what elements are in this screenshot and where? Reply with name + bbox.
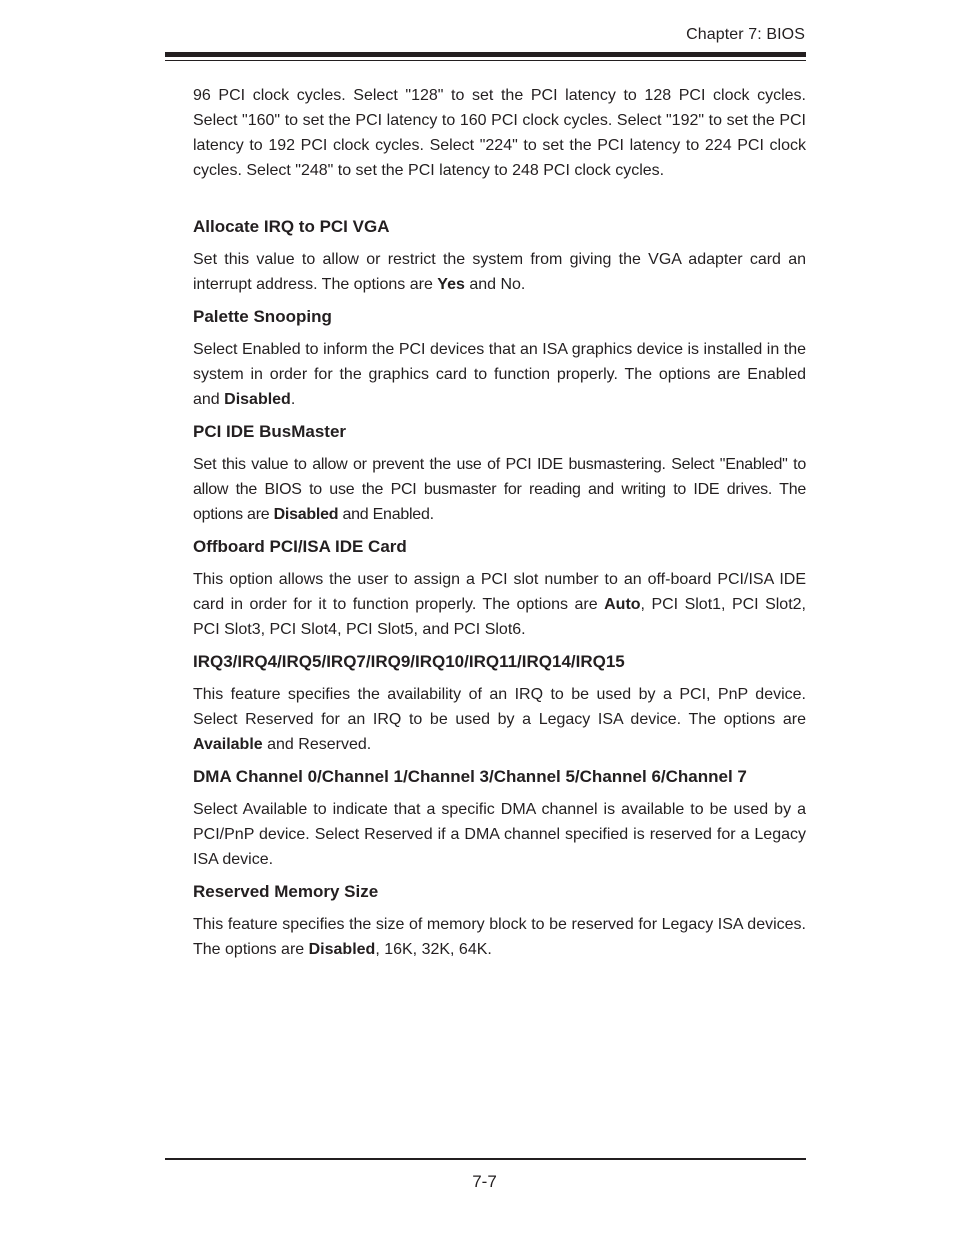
section-irq-list xyxy=(193,650,806,757)
section-offboard-ide xyxy=(193,535,806,642)
section-palette-snooping xyxy=(193,305,806,412)
section-heading: Allocate IRQ to PCI VGA xyxy=(193,217,390,236)
intro-paragraph: 96 PCI clock cycles. Select "128" to set the PCI latency to 128 PCI clock cycles. Select "160" to set the PCI latency to 160 PCI clock cycles. Select "192" to set the PCI latency to 192 PCI clock cycles. Select "224" to set the PCI latency to 224 PCI clock cycles. Select "248" to set the PCI latency to 248 PCI clock cycles. xyxy=(193,87,806,179)
section-reserved-memory xyxy=(193,880,806,962)
page-content xyxy=(193,83,806,962)
section-heading: Offboard PCI/ISA IDE Card xyxy=(193,537,407,556)
section-allocate-irq xyxy=(193,215,806,297)
section-body: This feature specifies the availability of an IRQ to be used by a PCI, PnP device. Select Reserved for an IRQ to be used by a Legacy ISA device. The options are Available and Reserved. xyxy=(193,686,806,753)
section-body: This feature specifies the size of memory block to be reserved for Legacy ISA devices. The options are Disabled, 16K, 32K, 64K. xyxy=(193,916,806,958)
section-body: Select Available to indicate that a specific DMA channel is available to be used by a PCI/PnP device. Select Reserved if a DMA channel specified is reserved for a Legacy ISA device. xyxy=(193,801,806,868)
section-dma-channels xyxy=(193,765,806,872)
section-heading: Palette Snooping xyxy=(193,307,332,326)
section-body: Set this value to allow or prevent the use of PCI IDE busmastering. Select "Enabled" to allow the BIOS to use the PCI busmaster for reading and writing to IDE drives. The options are Disabled and Enabled. xyxy=(193,456,806,523)
page-number: 7-7 xyxy=(472,1172,497,1191)
section-body: Select Enabled to inform the PCI devices that an ISA graphics device is installed in the system in order for the graphics card to function properly. The options are Enabled and Disabled. xyxy=(193,341,806,408)
section-heading: DMA Channel 0/Channel 1/Channel 3/Channel 5/Channel 6/Channel 7 xyxy=(193,767,747,786)
section-body: This option allows the user to assign a PCI slot number to an off-board PCI/ISA IDE card in order for it to function properly. The options are Auto, PCI Slot1, PCI Slot2, PCI Slot3, PCI Slot4, PCI Slot5, and PCI Slot6. xyxy=(193,571,806,638)
footer-rule xyxy=(165,1158,806,1160)
header-rule-thick xyxy=(165,52,806,57)
running-header: Chapter 7: BIOS xyxy=(686,26,805,43)
header-rule-thin xyxy=(165,60,806,61)
section-heading: Reserved Memory Size xyxy=(193,882,379,901)
section-heading: PCI IDE BusMaster xyxy=(193,422,347,441)
section-pci-ide-busmaster xyxy=(193,420,806,527)
section-heading: IRQ3/IRQ4/IRQ5/IRQ7/IRQ9/IRQ10/IRQ11/IRQ14/IRQ15 xyxy=(193,652,625,671)
section-body: Set this value to allow or restrict the system from giving the VGA adapter card an interrupt address. The options are Yes and No. xyxy=(193,251,806,293)
